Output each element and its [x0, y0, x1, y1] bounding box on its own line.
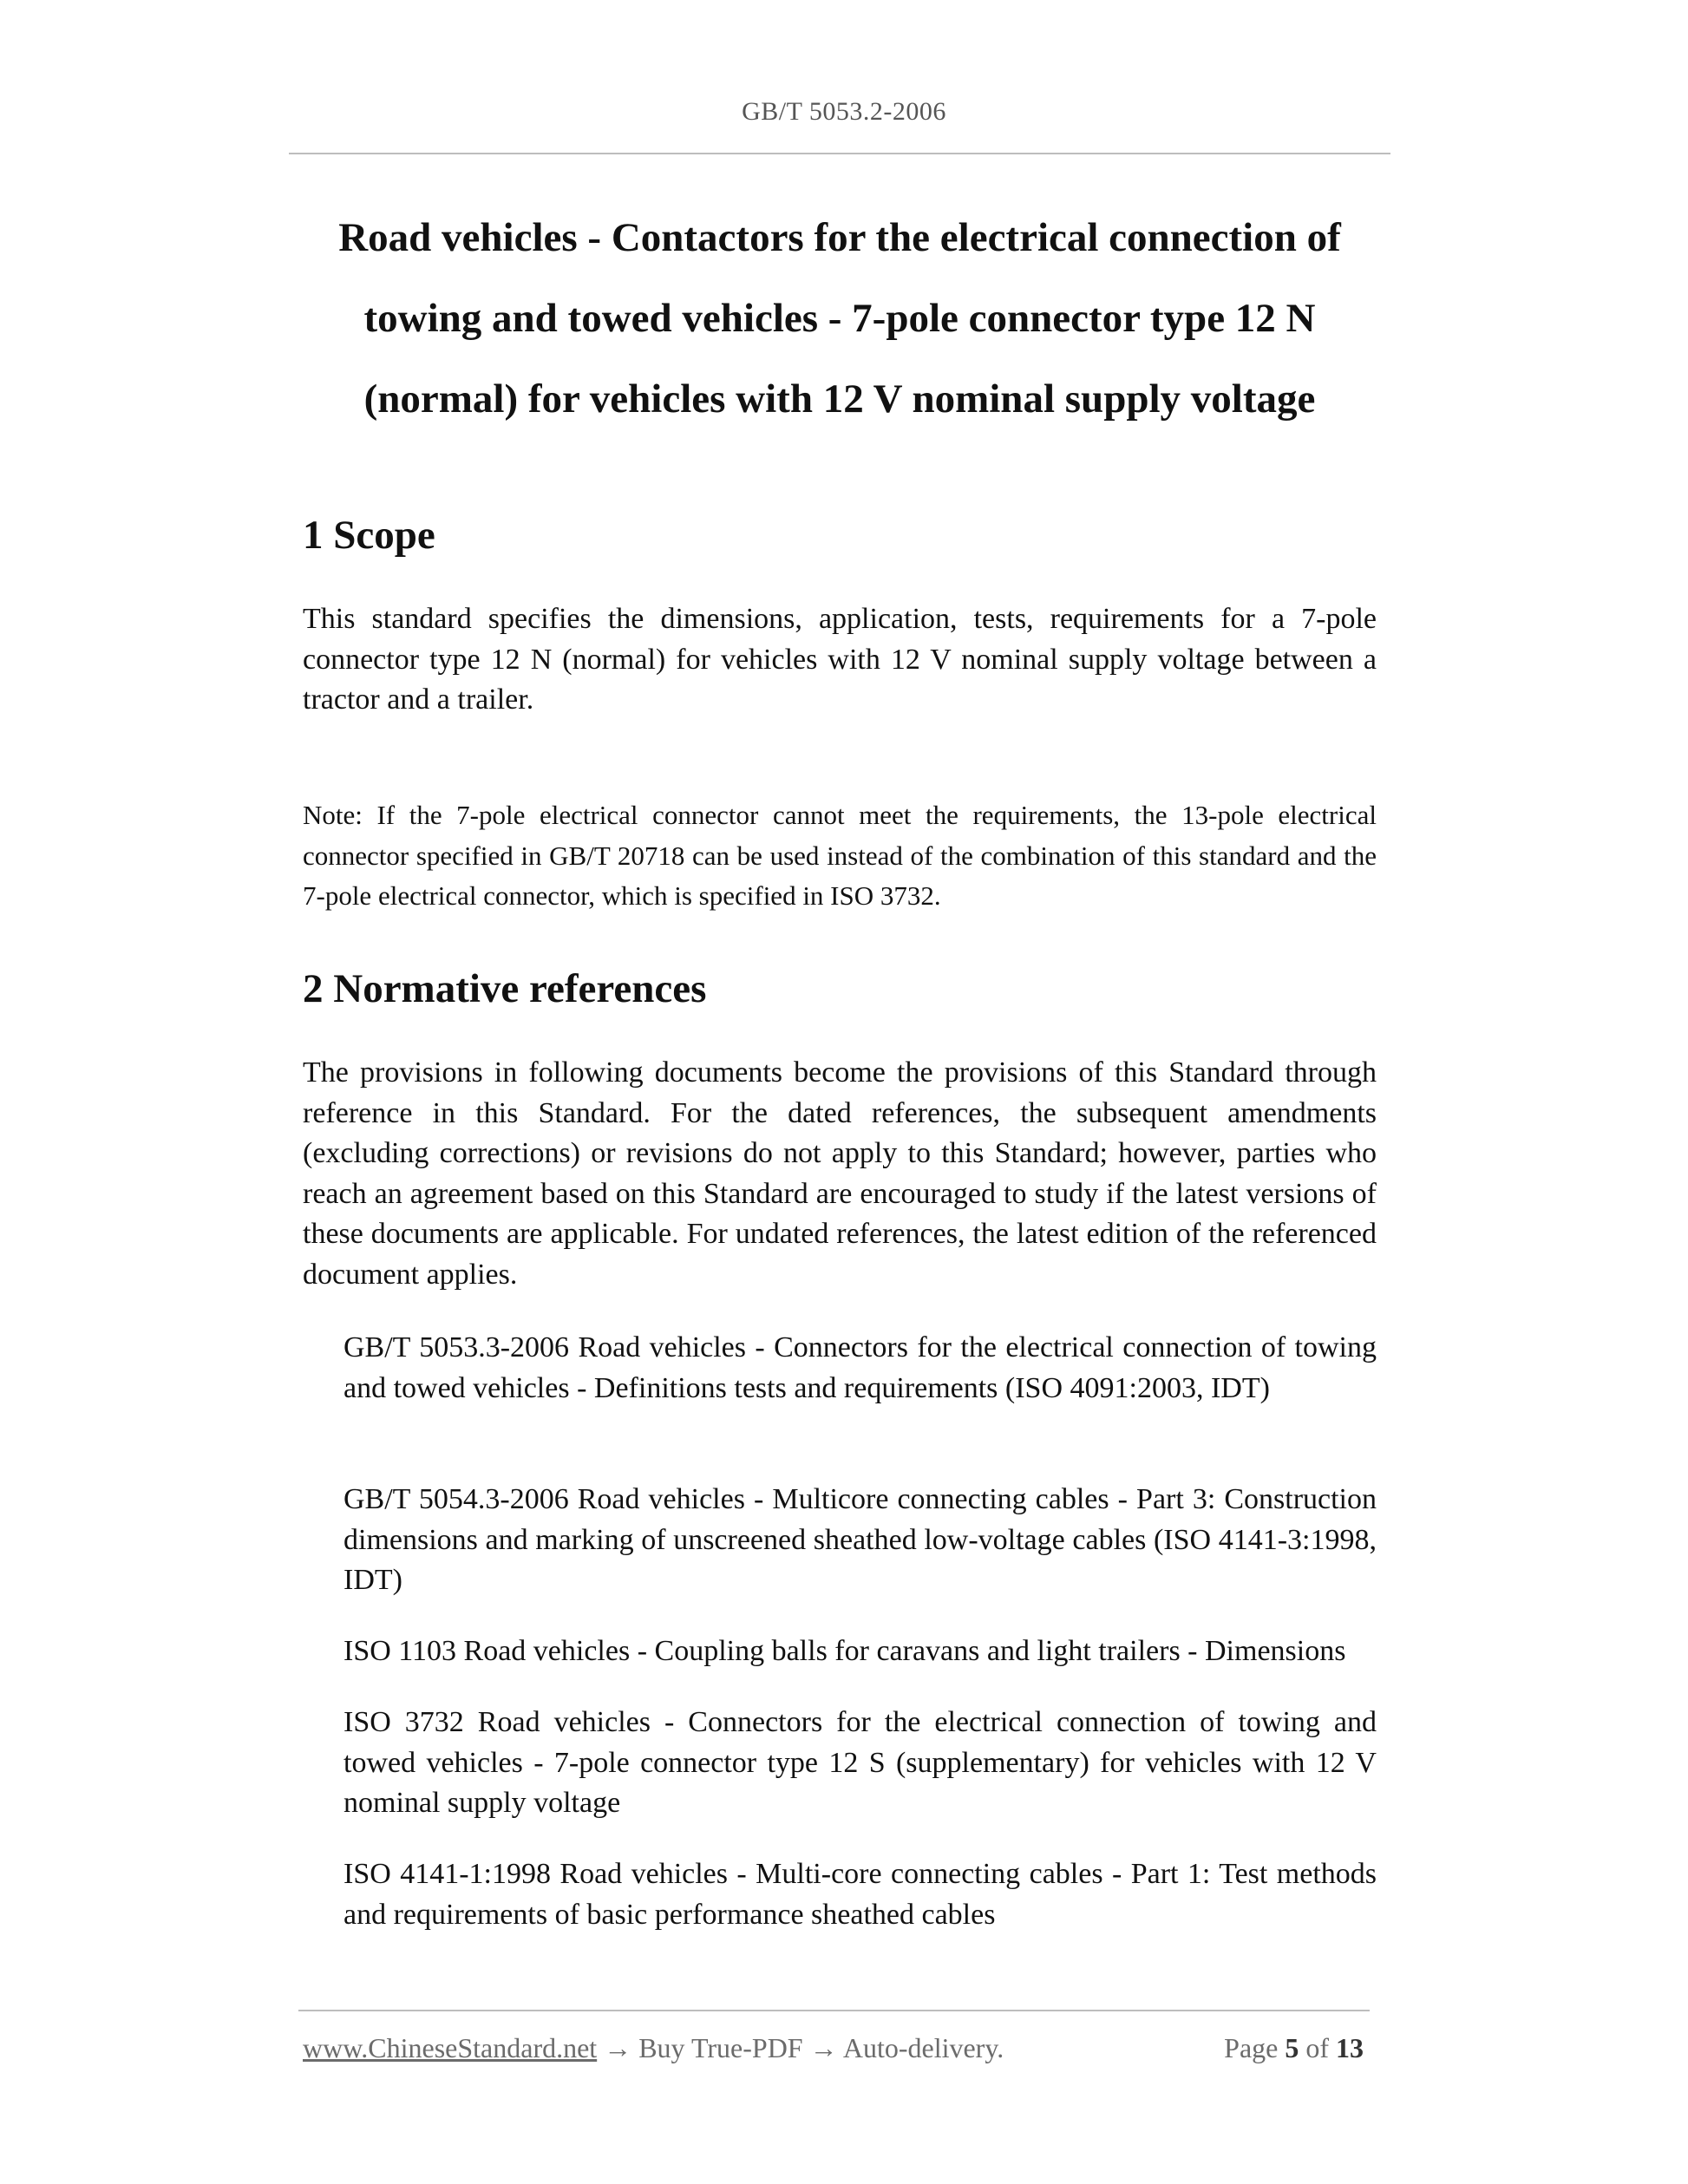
arrow-right-icon: →: [604, 2032, 632, 2063]
title-line: (normal) for vehicles with 12 V nominal supply voltage: [363, 376, 1316, 422]
auto-delivery-text: Auto-delivery.: [842, 2032, 1004, 2063]
title-line: Road vehicles - Contactors for the electrical connection of: [338, 215, 1341, 260]
of-label: of: [1305, 2032, 1329, 2063]
header-divider: [289, 153, 1390, 154]
page-label: Page: [1224, 2032, 1279, 2063]
website-link[interactable]: www.ChineseStandard.net: [303, 2032, 598, 2063]
reference-item: GB/T 5053.3-2006 Road vehicles - Connectors for the electrical connection of towing and towed vehicles - Definitions tests and requirements (ISO 4091:2003, IDT): [343, 1331, 1377, 1404]
footer-promo: [303, 2030, 1004, 2066]
scope-paragraph: This standard specifies the dimensions, application, tests, requirements for a 7-pole connector type 12 N (normal) for vehicles with 12 V nominal supply voltage between a tractor and a trailer.: [303, 603, 1377, 716]
reference-item: GB/T 5054.3-2006 Road vehicles - Multicore connecting cables - Part 3: Construction dimensions and marking of unscreened sheathed low-voltage cables (ISO 4141-3:1998, IDT): [343, 1483, 1377, 1596]
header-standard-code: GB/T 5053.2-2006: [742, 97, 946, 126]
current-page-number: 5: [1285, 2032, 1299, 2063]
reference-item: ISO 4141-1:1998 Road vehicles - Multi-core connecting cables - Part 1: Test methods and requirements of basic performance sheathed cables: [343, 1858, 1377, 1931]
scope-note: Note: If the 7-pole electrical connector cannot meet the requirements, the 13-pole electrical connector specified in GB/T 20718 can be used instead of the combination of this standard and the 7-pole electrical connector, which is specified in ISO 3732.: [303, 800, 1377, 911]
document-title: [289, 198, 1390, 440]
title-line: towing and towed vehicles - 7-pole connector type 12 N: [363, 296, 1316, 341]
footer-divider: [298, 2010, 1370, 2011]
reference-item: ISO 1103 Road vehicles - Coupling balls for caravans and light trailers - Dimensions: [343, 1635, 1346, 1667]
normative-references-paragraph: The provisions in following documents become the provisions of this Standard through reference in this Standard. For the dated references, the subsequent amendments (excluding corrections) or revisions do not apply to this Standard; however, parties who reach an agreement based on this Standard are encouraged to study if the latest versions of these documents are applicable. For undated references, the latest edition of the referenced document applies.: [303, 1056, 1377, 1291]
buy-true-pdf-text: Buy True-PDF: [638, 2032, 803, 2063]
section-heading-normative-references: 2 Normative references: [303, 966, 707, 1011]
total-page-count: 13: [1336, 2032, 1364, 2063]
arrow-right-icon: →: [809, 2032, 838, 2063]
reference-item: ISO 3732 Road vehicles - Connectors for the electrical connection of towing and towed vehicles - 7-pole connector type 12 S (supplementary) for vehicles with 12 V nominal supply voltage: [343, 1706, 1377, 1819]
page-indicator: [1224, 2030, 1364, 2066]
section-heading-scope: 1 Scope: [303, 513, 435, 558]
